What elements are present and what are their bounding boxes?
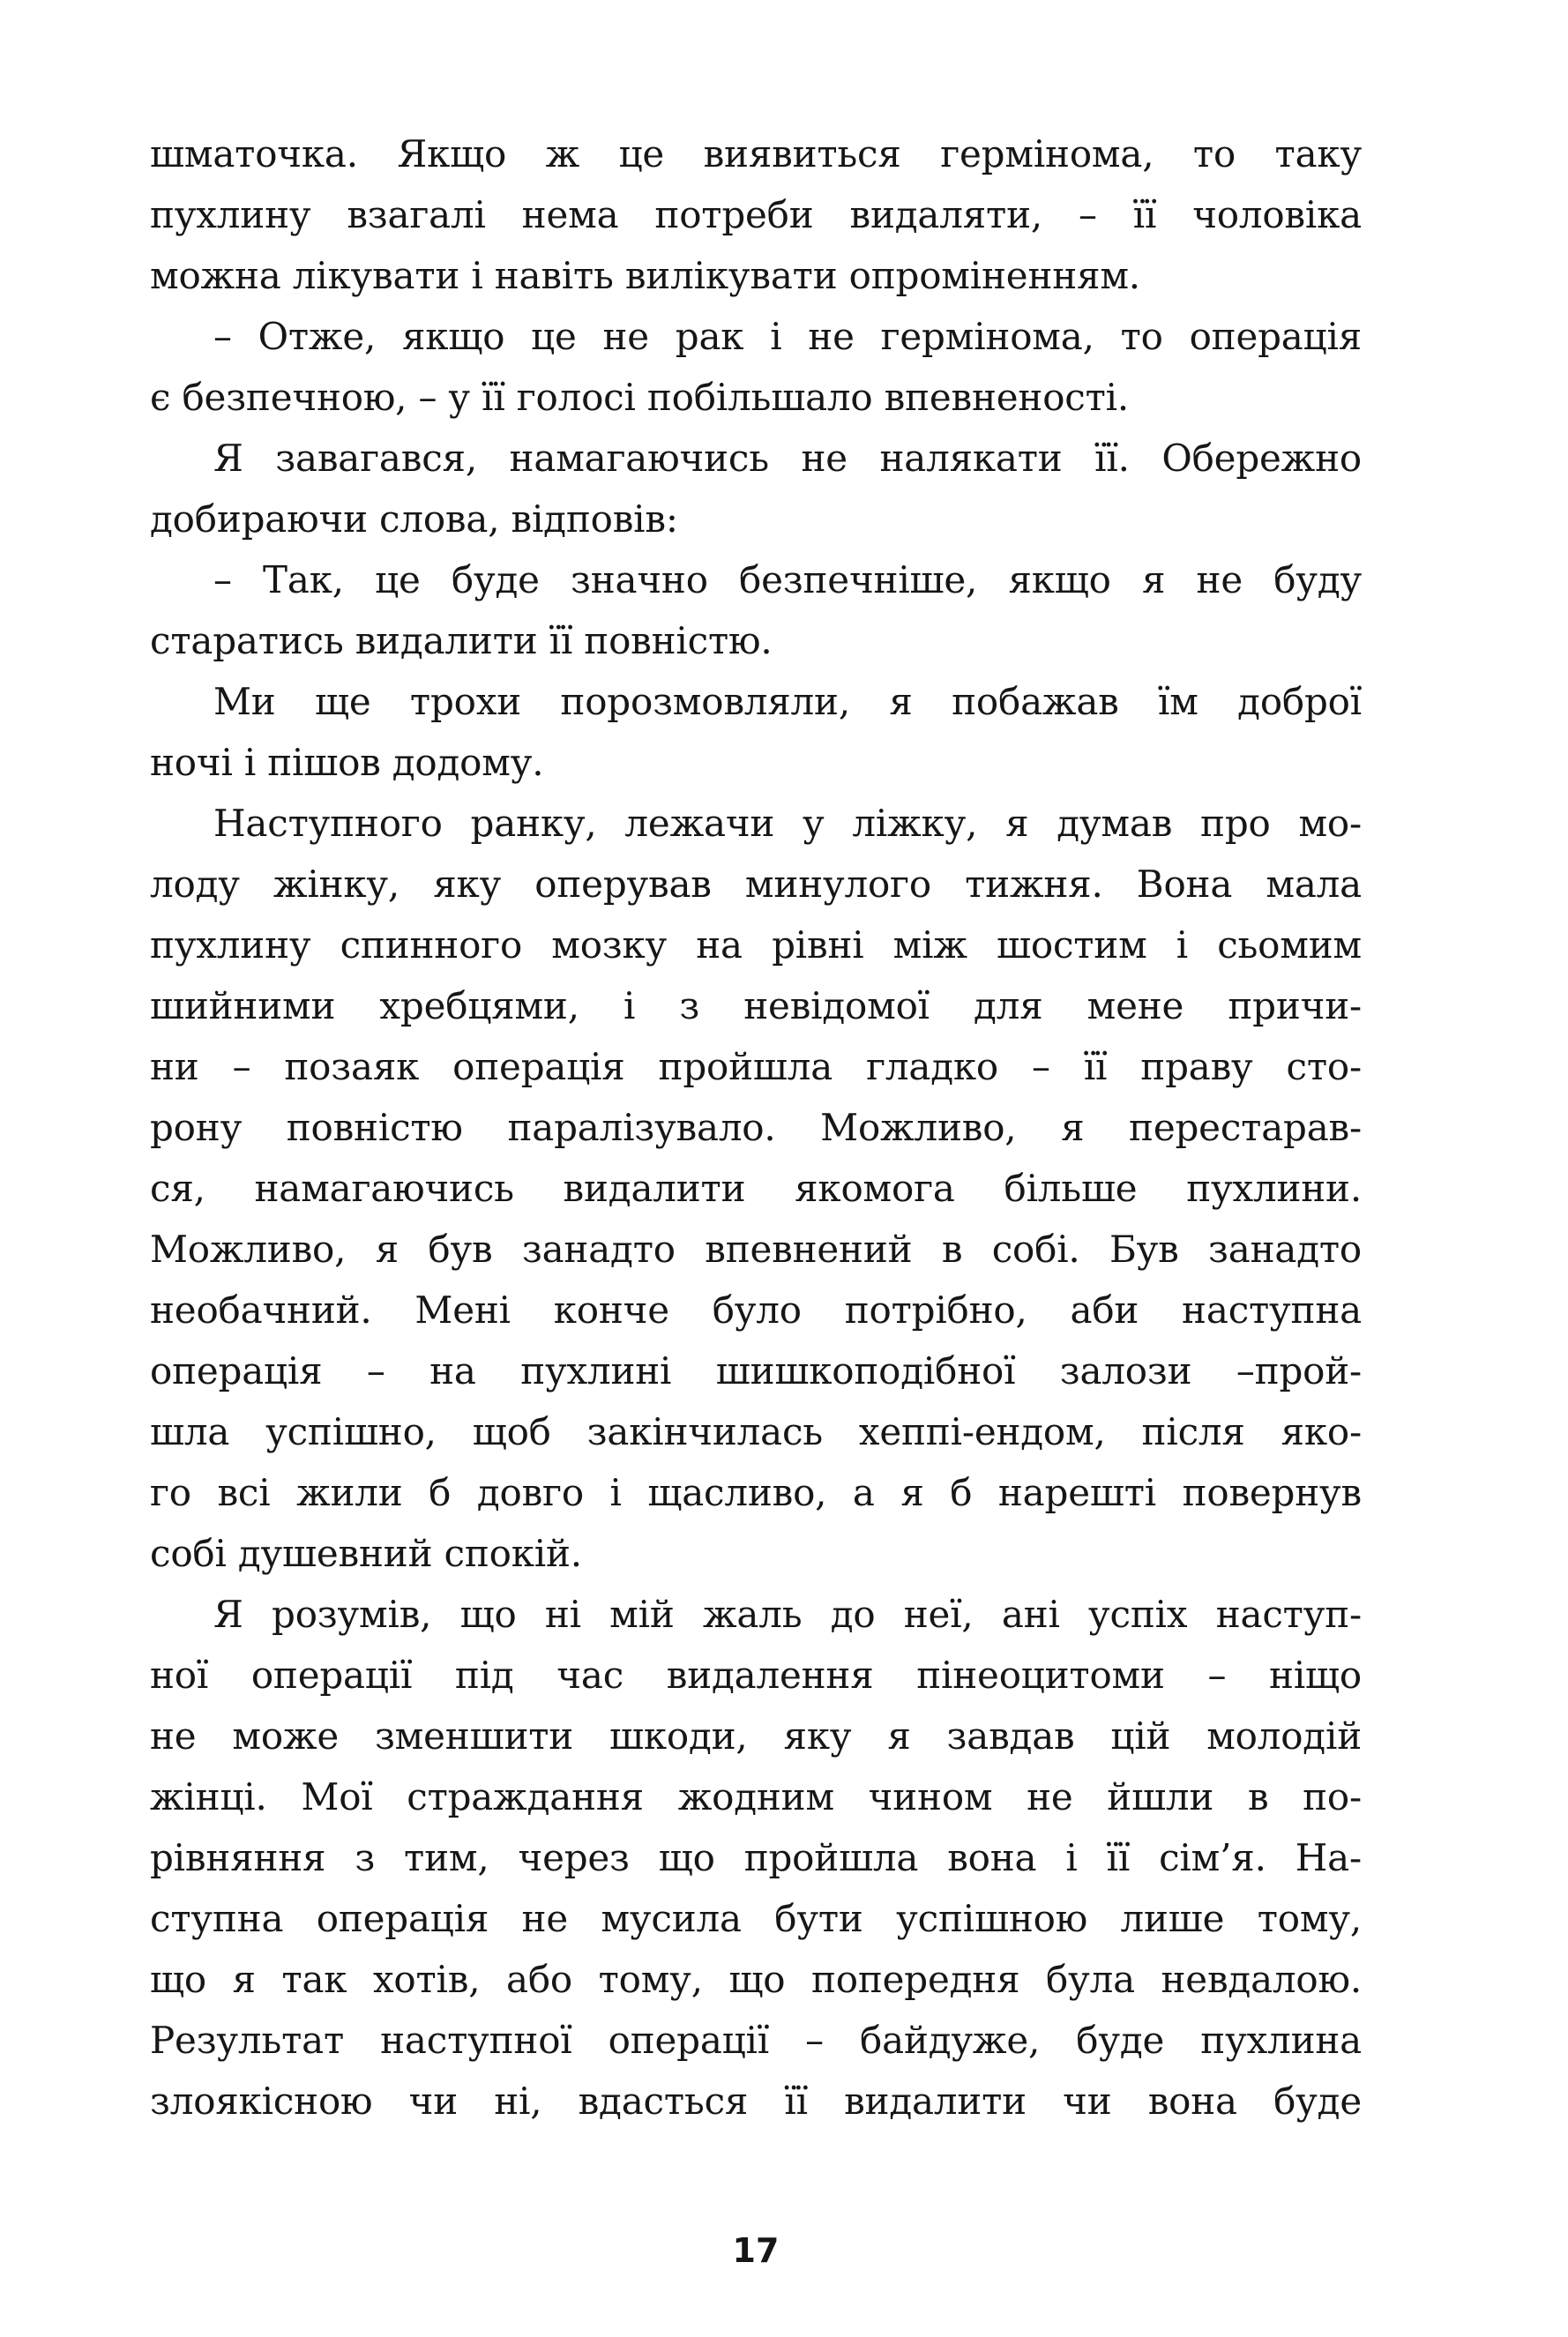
text-line: лоду жінку, яку оперував минулого тижня. Вона мала bbox=[150, 862, 1362, 906]
text-line: операція – на пухлині шишкоподібної залози –прой- bbox=[150, 1349, 1362, 1392]
text-line: пухлину спинного мозку на рівні між шостим і сьомим bbox=[150, 923, 1362, 967]
text-line: Я завагався, намагаючись не налякати її. Обережно bbox=[213, 437, 1362, 480]
text-line: ної операції під час видалення пінеоцитоми – ніщо bbox=[150, 1654, 1362, 1697]
text-line: можна лікувати і навіть вилікувати опроміненням. bbox=[150, 254, 1140, 297]
text-line: Наступного ранку, лежачи у ліжку, я думав про мо- bbox=[213, 802, 1362, 845]
page-text bbox=[150, 123, 1362, 2132]
text-line: шийними хребцями, і з невідомої для мене причи- bbox=[150, 984, 1362, 1027]
text-line: го всі жили б довго і щасливо, а я б нарешті повернув bbox=[150, 1471, 1362, 1514]
text-line: пухлину взагалі нема потреби видаляти, – її чоловіка bbox=[150, 193, 1362, 236]
text-line: злоякісною чи ні, вдасться її видалити чи вона буде bbox=[150, 2079, 1362, 2123]
text-line: що я так хотів, або тому, що попередня була невдалою. bbox=[150, 1958, 1362, 2001]
text-line: ночі і пішов додому. bbox=[150, 741, 544, 784]
text-line: є безпечною, – у її голосі побільшало впевненості. bbox=[150, 376, 1130, 419]
text-line: жінці. Мої страждання жодним чином не йшли в по- bbox=[150, 1775, 1362, 1818]
page-number: 17 bbox=[732, 2231, 780, 2270]
text-line: Я розумів, що ні мій жаль до неї, ані успіх наступ- bbox=[213, 1593, 1362, 1636]
text-line: добираючи слова, відповів: bbox=[150, 497, 678, 541]
text-line: – Так, це буде значно безпечніше, якщо я не буду bbox=[213, 558, 1362, 601]
text-line: шла успішно, щоб закінчилась хеппі-ендом, після яко- bbox=[150, 1410, 1362, 1453]
text-line: ступна операція не мусила бути успішною лише тому, bbox=[150, 1897, 1362, 1940]
text-line: шматочка. Якщо ж це виявиться гермінома, то таку bbox=[150, 132, 1362, 175]
text-line: Можливо, я був занадто впевнений в собі. Був занадто bbox=[150, 1228, 1362, 1271]
text-line: ся, намагаючись видалити якомога більше пухлини. bbox=[150, 1167, 1362, 1210]
text-line: рону повністю паралізувало. Можливо, я перестарав- bbox=[150, 1106, 1362, 1149]
text-line: Результат наступної операції – байдуже, буде пухлина bbox=[150, 2019, 1362, 2062]
text-line: ни – позаяк операція пройшла гладко – її праву сто- bbox=[150, 1045, 1362, 1088]
text-line: необачний. Мені конче було потрібно, аби наступна bbox=[150, 1288, 1362, 1332]
text-line: Ми ще трохи порозмовляли, я побажав їм доброї bbox=[213, 680, 1362, 723]
text-line: не може зменшити шкоди, яку я завдав цій молодій bbox=[150, 1714, 1362, 1758]
text-line: рівняння з тим, через що пройшла вона і її сім’я. На- bbox=[150, 1836, 1362, 1879]
text-line: – Отже, якщо це не рак і не гермінома, то операція bbox=[213, 315, 1362, 358]
text-line: старатись видалити її повністю. bbox=[150, 619, 773, 662]
text-line: собі душевний спокій. bbox=[150, 1532, 582, 1575]
